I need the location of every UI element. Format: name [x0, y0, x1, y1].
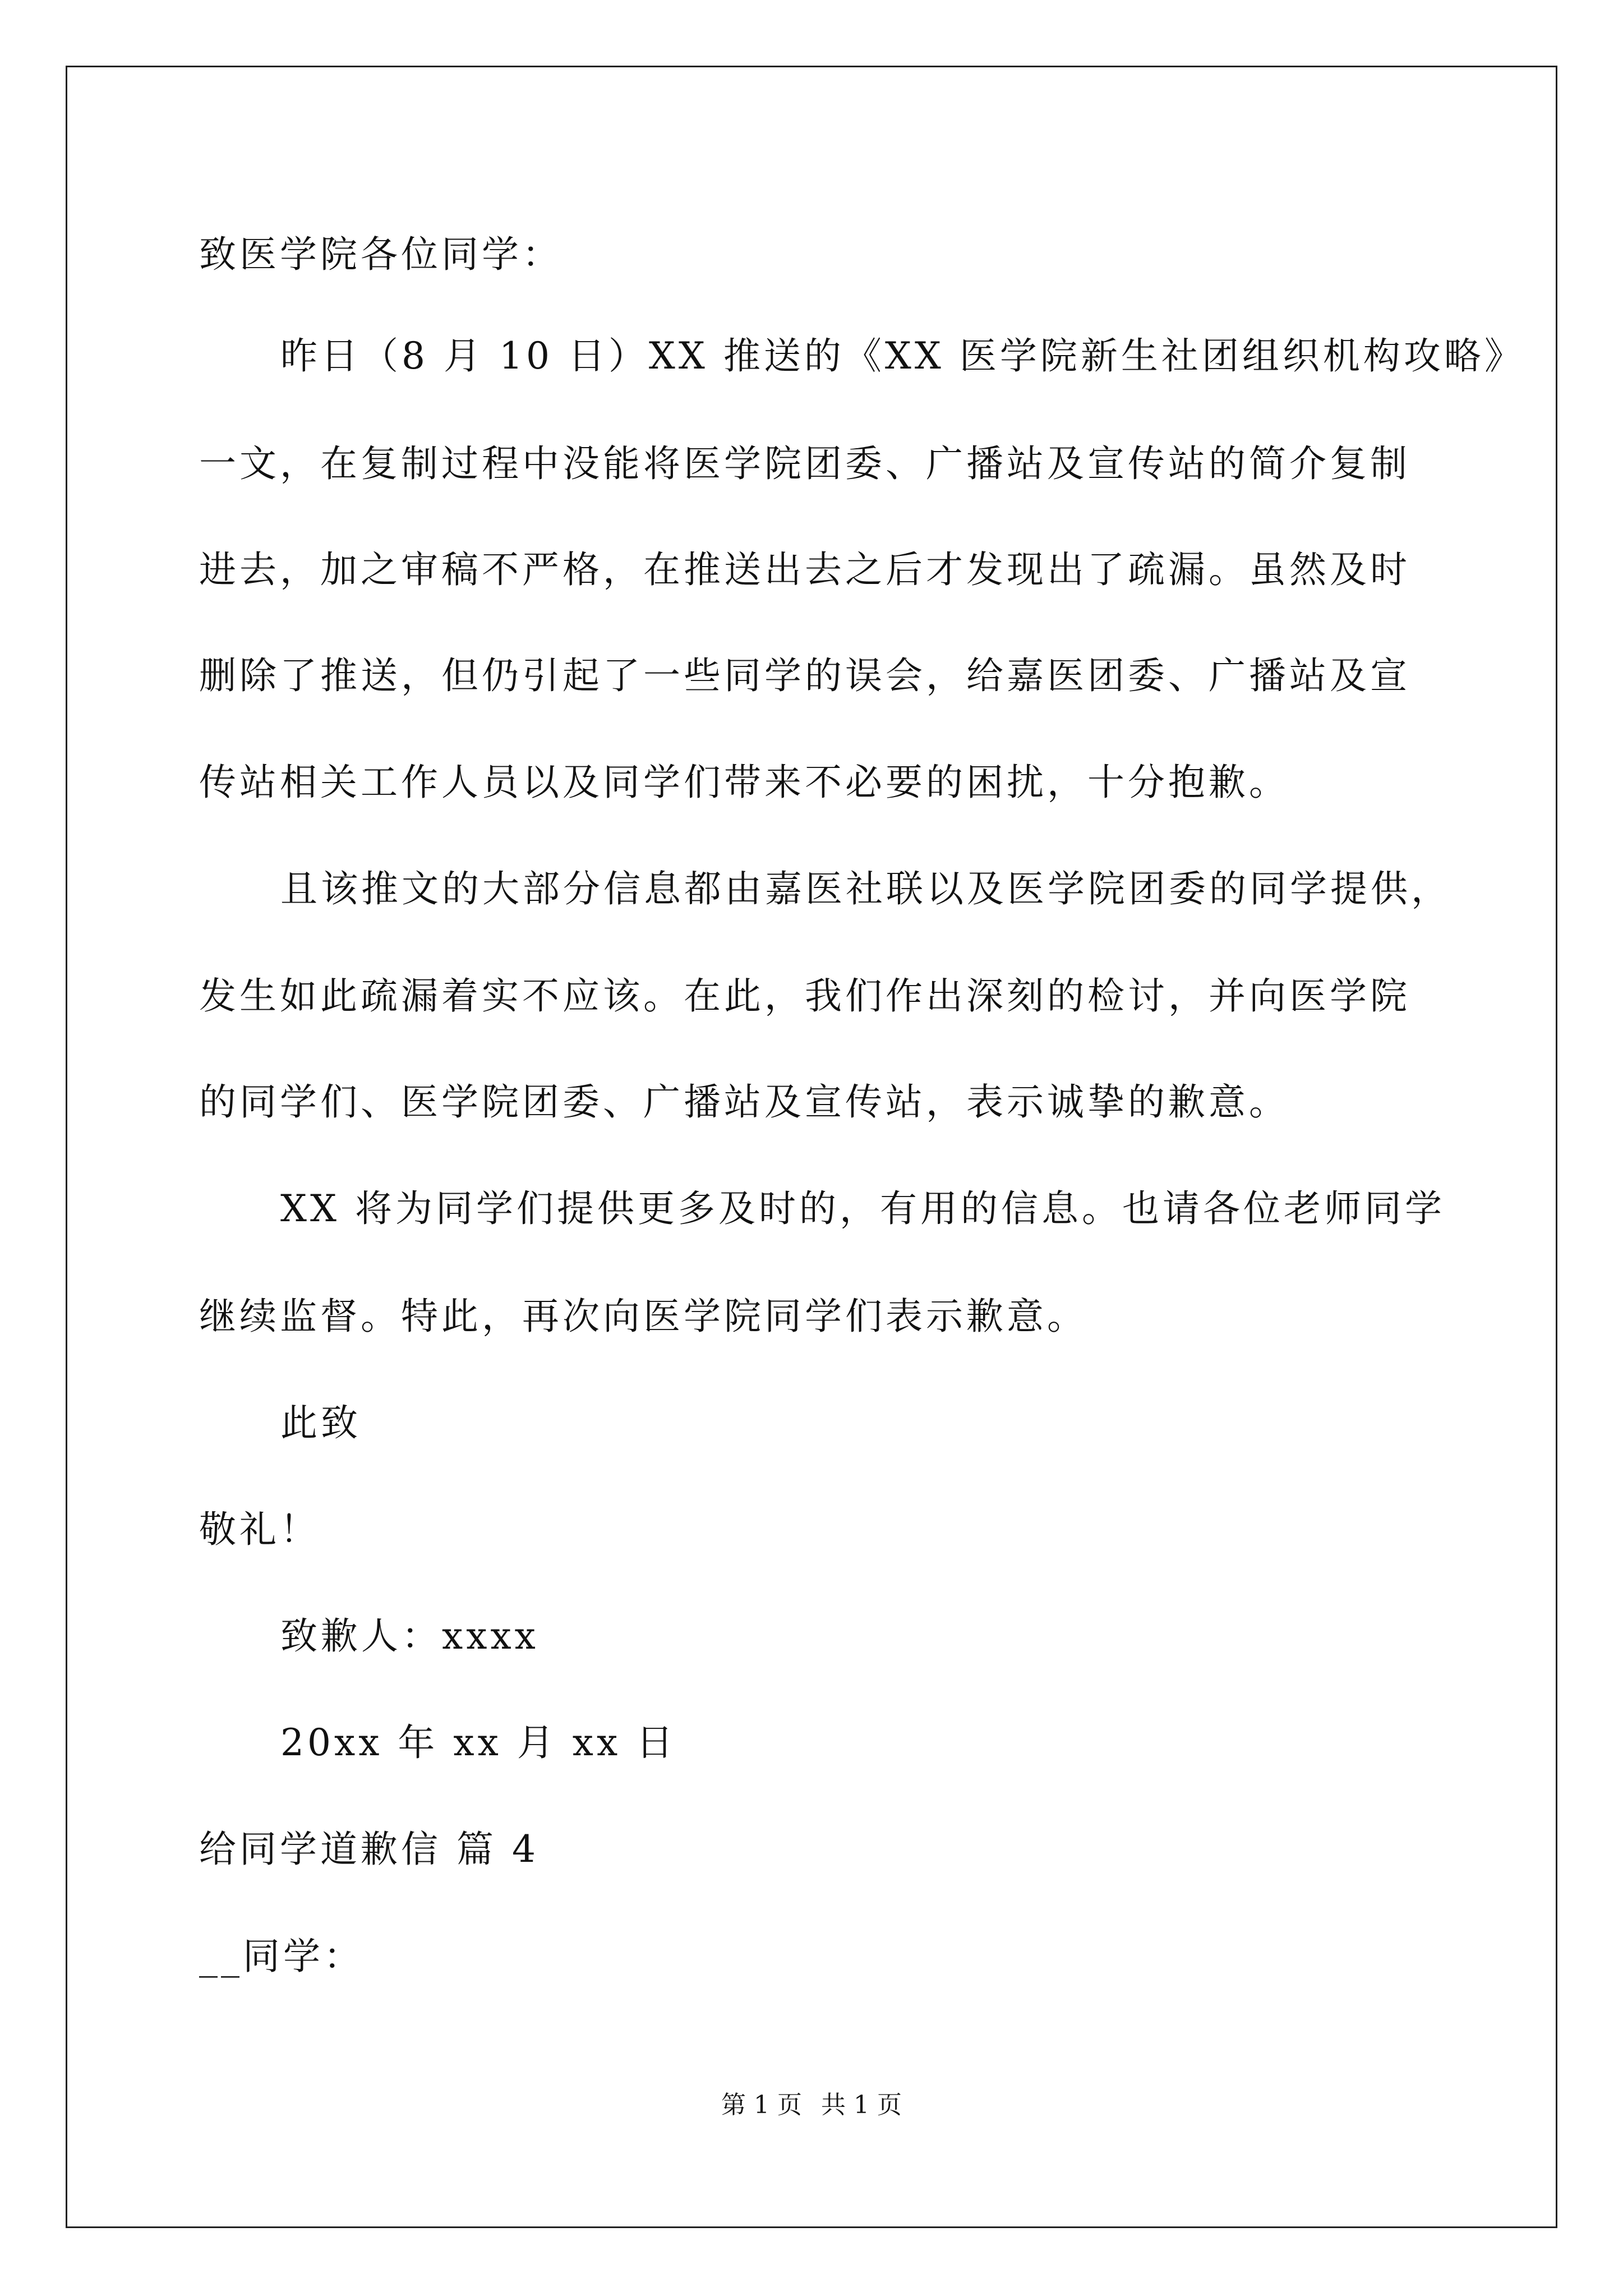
- page-footer: [0, 2090, 1623, 2121]
- closing-greeting: 此致: [280, 1401, 361, 1444]
- paragraph-3-line-1: XX 将为同学们提供更多及时的，有用的信息。也请各位老师同学: [280, 1187, 1445, 1230]
- paragraph-1-line-5: 传站相关工作人员以及同学们带来不必要的困扰，十分抱歉。: [199, 761, 1289, 804]
- page-border: [66, 66, 1557, 2228]
- paragraph-2-line-1: 且该推文的大部分信息都由嘉医社联以及医学院团委的同学提供，: [280, 867, 1451, 910]
- paragraph-1-line-2: 一文，在复制过程中没能将医学院团委、广播站及宣传站的简介复制: [199, 442, 1410, 485]
- paragraph-2-line-3: 的同学们、医学院团委、广播站及宣传站，表示诚挚的歉意。: [199, 1080, 1289, 1124]
- page-number: 第 1 页: [721, 2091, 802, 2119]
- paragraph-1-line-4: 删除了推送，但仍引起了一些同学的误会，给嘉医团委、广播站及宣: [199, 654, 1410, 697]
- section-title: 给同学道歉信 篇 4: [199, 1828, 539, 1871]
- date: 20xx 年 xx 月 xx 日: [280, 1721, 677, 1764]
- closing-salute: 敬礼！: [199, 1508, 320, 1551]
- paragraph-1-line-3: 进去，加之审稿不严格，在推送出去之后才发现出了疏漏。虽然及时: [199, 548, 1410, 591]
- paragraph-2-line-2: 发生如此疏漏着实不应该。在此，我们作出深刻的检讨，并向医学院: [199, 974, 1410, 1018]
- signature: 致歉人：xxxx: [280, 1614, 539, 1658]
- salutation: 致医学院各位同学：: [199, 233, 562, 276]
- paragraph-1-line-1: 昨日（8 月 10 日）XX 推送的《XX 医学院新生社团组织机构攻略》: [280, 334, 1525, 378]
- paragraph-3-line-2: 继续监督。特此，再次向医学院同学们表示歉意。: [199, 1295, 1087, 1338]
- next-salutation: __同学：: [199, 1935, 364, 1978]
- total-pages: 共 1 页: [821, 2091, 902, 2119]
